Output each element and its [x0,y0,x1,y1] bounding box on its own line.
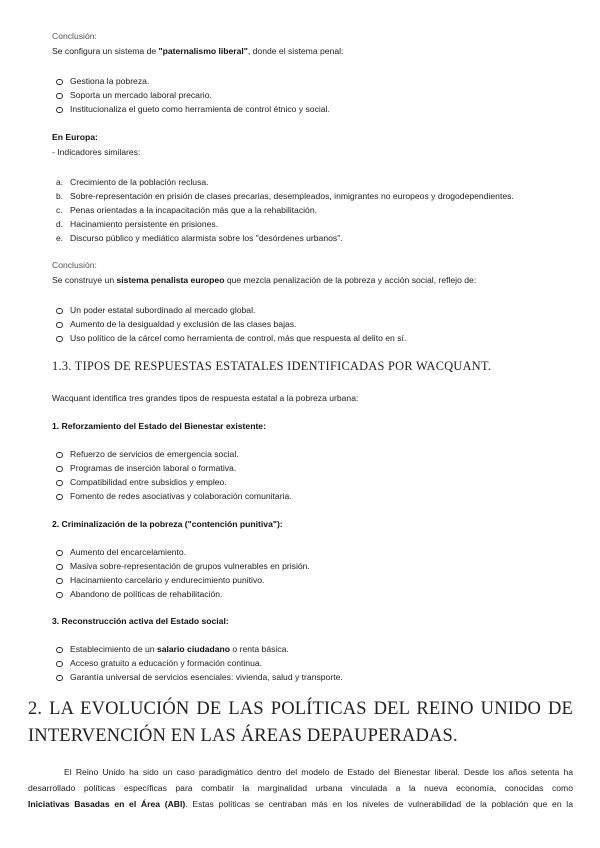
list-item: Establecimiento de un salario ciudadano o renta básica. [70,644,289,654]
type-title: 2. Criminalización de la pobreza ("contención punitiva"): [52,519,283,529]
bullet-circle [56,560,63,574]
list-item: Soporta un mercado laboral precario. [70,90,212,100]
list-item: Programas de inserción laboral o formativa. [70,463,237,473]
conclusion-label: Conclusión: [52,260,97,270]
list-marker: b. [56,191,63,201]
conclusion-label: Conclusión: [52,31,97,41]
list-item: Acceso gratuito a educación y formación continua. [70,658,263,668]
bullet-circle [56,103,63,117]
bullet-circle [56,657,63,671]
list-item: Masiva sobre-representación de grupos vulnerables en prisión. [70,561,310,571]
list-item: Crecimiento de la población reclusa. [70,177,209,187]
list-item: Un poder estatal subordinado al mercado global. [70,305,256,315]
bullet-circle [56,304,63,318]
bullet-circle [56,588,63,602]
body-paragraph: El Reino Unido ha sido un caso paradigmático dentro del modelo de Estado del Bienestar liberal. Desde los años setenta ha desarrollado políticas específicas para combatir la marginalidad urbana vinculada a la nueva economía, conocidas como Iniciativas Basadas en el Área (ABI). Estas políticas se centraban más en los niveles de vulnerabilidad de la población que en la [28,767,573,810]
list-item: Gestiona la pobreza. [70,76,150,86]
list-marker: c. [56,205,63,215]
bullet-circle [56,643,63,657]
bullet-circle [56,490,63,504]
bullet-circle [56,546,63,560]
list-item: Uso político de la cárcel como herramienta de control, más que respuesta al delito en sí. [70,333,407,343]
list-item: Fomento de redes asociativas y colaboración comunitaria. [70,491,292,501]
list-marker: d. [56,219,63,229]
list-item: Sobre-representación en prisión de clases precarias, desempleados, inmigrantes no europeos y drogodependientes. [70,191,514,201]
bullet-circle [56,75,63,89]
section-heading: 1.3. TIPOS DE RESPUESTAS ESTATALES IDENTIFICADAS POR WACQUANT. [52,359,492,373]
list-item: Refuerzo de servicios de emergencia social. [70,449,239,459]
bullet-circle [56,476,63,490]
conclusion-intro: Se construye un sistema penalista europeo que mezcla penalización de la pobreza y acción social, reflejo de: [52,275,477,285]
list-item: Institucionaliza el gueto como herramienta de control étnico y social. [70,104,330,114]
list-item: Hacinamiento persistente en prisiones. [70,219,219,229]
type-title: 3. Reconstrucción activa del Estado social: [52,616,229,626]
list-item: Aumento del encarcelamiento. [70,547,187,557]
list-item: Penas orientadas a la incapacitación más que a la rehabilitación. [70,205,317,215]
list-item: Discurso público y mediático alarmista sobre los "desórdenes urbanos". [70,233,343,243]
list-item: Compatibilidad entre subsidios y empleo. [70,477,227,487]
bullet-circle [56,462,63,476]
chapter-heading: 2. LA EVOLUCIÓN DE LAS POLÍTICAS DEL REINO UNIDO DE INTERVENCIÓN EN LAS ÁREAS DEPAUPERADAS. [28,699,573,746]
conclusion-intro: Se configura un sistema de "paternalismo liberal", donde el sistema penal: [52,46,344,56]
bullet-circle [56,332,63,346]
bullet-circle [56,318,63,332]
list-marker: a. [56,177,63,187]
europa-subtitle: - Indicadores similares: [52,147,141,157]
section-intro: Wacquant identifica tres grandes tipos de respuesta estatal a la pobreza urbana: [52,393,359,403]
bullet-circle [56,448,63,462]
europa-title: En Europa: [52,132,98,142]
bullet-circle [56,89,63,103]
list-item: Abandono de políticas de rehabilitación. [70,589,223,599]
list-marker: e. [56,233,63,243]
type-title: 1. Reforzamiento del Estado del Bienestar existente: [52,421,266,431]
list-item: Garantía universal de servicios esenciales: vivienda, salud y transporte. [70,672,343,682]
bullet-circle [56,574,63,588]
list-item: Hacinamiento carcelario y endurecimiento punitivo. [70,575,265,585]
bullet-circle [56,671,63,685]
list-item: Aumento de la desigualdad y exclusión de las clases bajas. [70,319,297,329]
